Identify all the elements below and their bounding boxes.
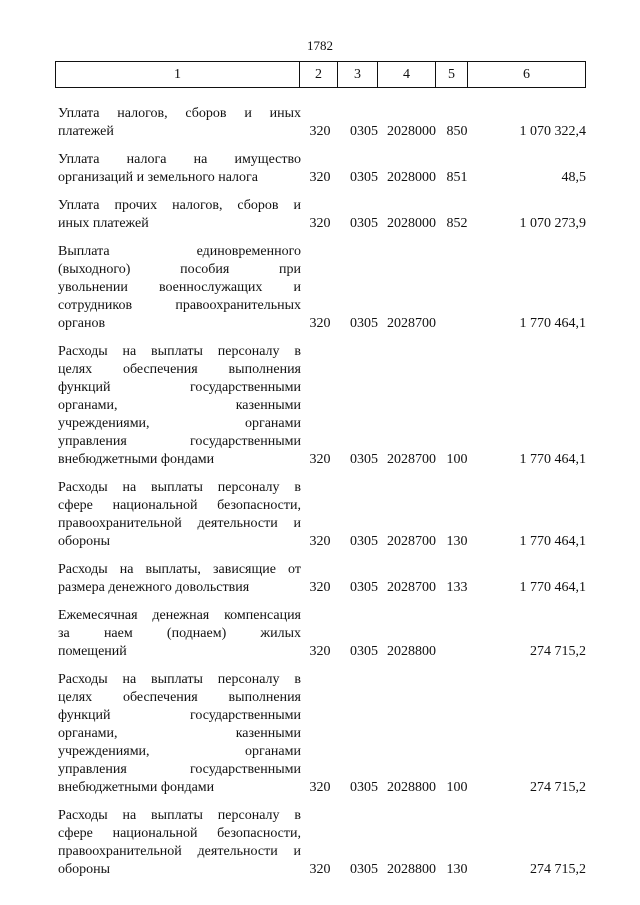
target-article-code: 2028800 bbox=[387, 780, 436, 795]
target-article-code: 2028700 bbox=[387, 316, 436, 331]
description-line: правоохранительной деятельности и bbox=[58, 844, 301, 859]
subsection-code: 0305 bbox=[350, 452, 378, 467]
description-line: Расходы на выплаты персоналу в bbox=[58, 808, 301, 823]
description-line: Расходы на выплаты, зависящие от bbox=[58, 562, 301, 577]
column-header-6: 6 bbox=[468, 62, 586, 88]
description-line: органов bbox=[58, 316, 106, 331]
description-line: функций государственными bbox=[58, 380, 301, 395]
row-description bbox=[58, 479, 301, 551]
description-line: учреждениями, органами bbox=[58, 744, 301, 759]
description-line: Расходы на выплаты персоналу в bbox=[58, 672, 301, 687]
expense-type-code: 133 bbox=[446, 580, 468, 595]
description-line: учреждениями, органами bbox=[58, 416, 301, 431]
description-line: управления государственными bbox=[58, 762, 301, 777]
section-code: 320 bbox=[309, 580, 331, 595]
description-line: за наем (поднаем) жилых bbox=[58, 626, 301, 641]
subsection-code: 0305 bbox=[350, 534, 378, 549]
page-number: 1782 bbox=[307, 38, 333, 53]
column-header-4: 4 bbox=[378, 62, 436, 88]
description-line: Расходы на выплаты персоналу в bbox=[58, 480, 301, 495]
expense-type-code: 852 bbox=[446, 216, 468, 231]
amount: 1 770 464,1 bbox=[519, 452, 586, 467]
description-line: увольнении военнослужащих и bbox=[58, 280, 301, 295]
table-row bbox=[0, 151, 640, 187]
expense-type-code: 130 bbox=[446, 534, 468, 549]
target-article-code: 2028000 bbox=[387, 170, 436, 185]
description-line: сфере национальной безопасности, bbox=[58, 826, 301, 841]
description-line: Ежемесячная денежная компенсация bbox=[58, 608, 301, 623]
target-article-code: 2028700 bbox=[387, 580, 436, 595]
amount: 48,5 bbox=[561, 170, 586, 185]
subsection-code: 0305 bbox=[350, 170, 378, 185]
description-line: обороны bbox=[58, 862, 111, 877]
description-line: платежей bbox=[58, 124, 114, 139]
section-code: 320 bbox=[309, 644, 331, 659]
section-code: 320 bbox=[309, 316, 331, 331]
table-row bbox=[0, 243, 640, 333]
table-row bbox=[0, 561, 640, 597]
subsection-code: 0305 bbox=[350, 780, 378, 795]
subsection-code: 0305 bbox=[350, 644, 378, 659]
expense-type-code: 130 bbox=[446, 862, 468, 877]
description-line: Уплата налога на имущество bbox=[58, 152, 301, 167]
expense-type-code: 100 bbox=[446, 780, 468, 795]
description-line: иных платежей bbox=[58, 216, 149, 231]
amount: 1 070 322,4 bbox=[519, 124, 586, 139]
description-line: функций государственными bbox=[58, 708, 301, 723]
table-row bbox=[0, 105, 640, 141]
subsection-code: 0305 bbox=[350, 216, 378, 231]
table-row bbox=[0, 479, 640, 551]
description-line: целях обеспечения выполнения bbox=[58, 690, 301, 705]
row-description bbox=[58, 197, 301, 233]
description-line: Уплата налогов, сборов и иных bbox=[58, 106, 301, 121]
subsection-code: 0305 bbox=[350, 862, 378, 877]
description-line: обороны bbox=[58, 534, 111, 549]
column-header-3: 3 bbox=[338, 62, 378, 88]
row-description bbox=[58, 561, 301, 597]
expense-type-code: 851 bbox=[446, 170, 468, 185]
description-line: размера денежного довольствия bbox=[58, 580, 250, 595]
section-code: 320 bbox=[309, 170, 331, 185]
table-header bbox=[55, 61, 586, 88]
section-code: 320 bbox=[309, 534, 331, 549]
table-row bbox=[0, 343, 640, 469]
column-header-2: 2 bbox=[300, 62, 338, 88]
section-code: 320 bbox=[309, 124, 331, 139]
amount: 1 770 464,1 bbox=[519, 534, 586, 549]
row-description bbox=[58, 671, 301, 797]
description-line: Уплата прочих налогов, сборов и bbox=[58, 198, 301, 213]
target-article-code: 2028700 bbox=[387, 452, 436, 467]
row-description bbox=[58, 105, 301, 141]
table-row bbox=[0, 197, 640, 233]
target-article-code: 2028800 bbox=[387, 862, 436, 877]
description-line: организаций и земельного налога bbox=[58, 170, 258, 185]
expense-type-code: 100 bbox=[446, 452, 468, 467]
description-line: внебюджетными фондами bbox=[58, 452, 215, 467]
target-article-code: 2028000 bbox=[387, 216, 436, 231]
row-description bbox=[58, 243, 301, 333]
description-line: сфере национальной безопасности, bbox=[58, 498, 301, 513]
amount: 274 715,2 bbox=[530, 862, 586, 877]
description-line: целях обеспечения выполнения bbox=[58, 362, 301, 377]
subsection-code: 0305 bbox=[350, 580, 378, 595]
description-line: Расходы на выплаты персоналу в bbox=[58, 344, 301, 359]
target-article-code: 2028700 bbox=[387, 534, 436, 549]
table-row bbox=[0, 671, 640, 797]
description-line: помещений bbox=[58, 644, 127, 659]
expense-type-code: 850 bbox=[446, 124, 468, 139]
description-line: (выходного) пособия при bbox=[58, 262, 301, 277]
amount: 274 715,2 bbox=[530, 780, 586, 795]
description-line: сотрудников правоохранительных bbox=[58, 298, 301, 313]
description-line: органами, казенными bbox=[58, 726, 301, 741]
description-line: управления государственными bbox=[58, 434, 301, 449]
description-line: правоохранительной деятельности и bbox=[58, 516, 301, 531]
target-article-code: 2028000 bbox=[387, 124, 436, 139]
amount: 274 715,2 bbox=[530, 644, 586, 659]
row-description bbox=[58, 607, 301, 661]
column-header-1: 1 bbox=[56, 62, 300, 88]
row-description bbox=[58, 343, 301, 469]
amount: 1 770 464,1 bbox=[519, 316, 586, 331]
table-row bbox=[0, 607, 640, 661]
section-code: 320 bbox=[309, 452, 331, 467]
target-article-code: 2028800 bbox=[387, 644, 436, 659]
description-line: внебюджетными фондами bbox=[58, 780, 215, 795]
section-code: 320 bbox=[309, 216, 331, 231]
subsection-code: 0305 bbox=[350, 316, 378, 331]
section-code: 320 bbox=[309, 862, 331, 877]
row-description bbox=[58, 151, 301, 187]
section-code: 320 bbox=[309, 780, 331, 795]
amount: 1 770 464,1 bbox=[519, 580, 586, 595]
description-line: Выплата единовременного bbox=[58, 244, 301, 259]
row-description bbox=[58, 807, 301, 879]
description-line: органами, казенными bbox=[58, 398, 301, 413]
amount: 1 070 273,9 bbox=[519, 216, 586, 231]
subsection-code: 0305 bbox=[350, 124, 378, 139]
column-header-5: 5 bbox=[436, 62, 468, 88]
table-row bbox=[0, 807, 640, 879]
